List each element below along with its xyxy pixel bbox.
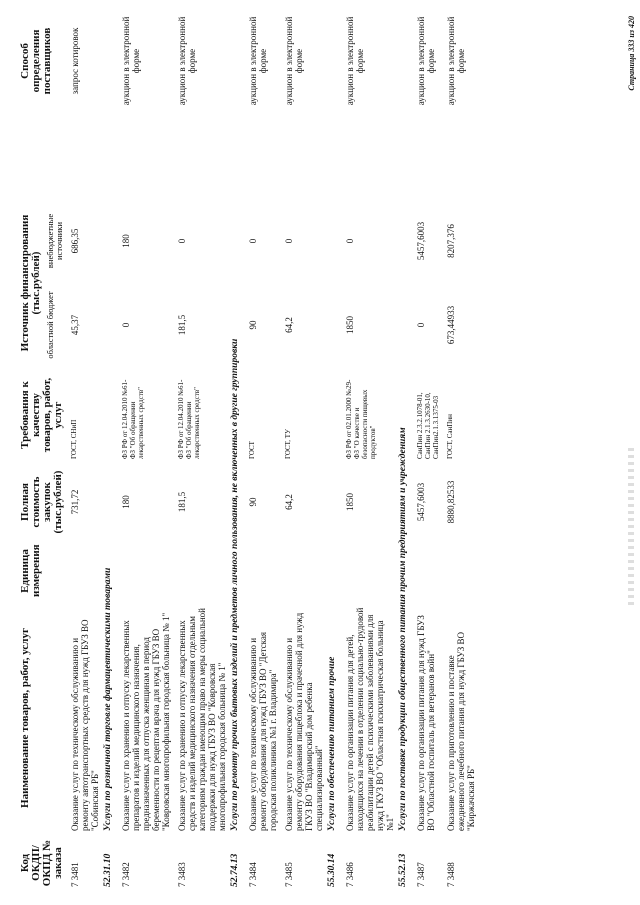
section-title: Услуги по поставке продукции общественного питания прочим предприятиям и учреждениям [398, 427, 408, 831]
row-code: 7 3483 [177, 862, 187, 887]
row-extrabudget: 5457,6003 [416, 221, 426, 261]
section-row [395, 11, 410, 891]
row-requirements: ГОСТ [248, 441, 256, 459]
col-method-header: Способ определения поставщиков [19, 27, 53, 95]
col-code-header: Код ОКДП/ ОКПД № заказа [19, 839, 64, 887]
row-requirements: ФЗ РФ от 12.04.2010 №61-ФЗ "Об обращении лекарственных средств" [121, 379, 145, 459]
row-unit [64, 541, 100, 601]
row-unit [115, 541, 171, 601]
row-requirements: СанПин 2.3.2.1078-01, СанПин 2.1.3.2630-10, СанПин2.1.3.1375-03 [416, 392, 440, 459]
row-spacer [278, 111, 324, 199]
row-regional-budget: 0 [121, 322, 131, 328]
section-row [324, 11, 339, 891]
row-cost: 90 [248, 497, 258, 507]
row-method: аукцион в электронной форме [416, 16, 436, 106]
row-code: 7 3482 [121, 862, 131, 887]
row-requirements: ГОСТ, ТУ [284, 429, 292, 459]
row-regional-budget: 181,5 [177, 314, 187, 336]
row-extrabudget: 8207,376 [446, 224, 456, 258]
col-name-header: Наименование товаров, работ, услуг [19, 628, 31, 808]
table-row [171, 11, 227, 891]
col-requirements-header: Требования к качеству товаров, работ, услуг [19, 377, 64, 453]
row-name: Оказание услуг по приготовлению и поставке ежедневного лечебного питания для нужд ГБУЗ ВО "Киржачская РБ" [446, 631, 476, 831]
row-unit [242, 541, 278, 601]
row-method: аукцион в электронной форме [248, 16, 268, 106]
row-method: запрос котировок [70, 27, 80, 95]
row-extrabudget: 180 [121, 234, 131, 248]
table-body [64, 11, 476, 891]
row-name: Оказание услуг по техническому обслуживанию и ремонту оборудования для нужд ГБУЗ ВО "Детская городская поликлиника №1 г. Владимира" [248, 631, 278, 831]
table-row [278, 11, 324, 891]
row-method: аукцион в электронной форме [177, 16, 197, 106]
row-code: 7 3486 [345, 862, 355, 887]
table-row [64, 11, 100, 891]
row-cost: 64,2 [284, 494, 294, 510]
section-code: 55.30.14 [327, 853, 337, 887]
table-row [115, 11, 171, 891]
section-title: Услуги по ремонту прочих бытовых изделий и предметов личного пользования, не включенных в другие группировки [230, 338, 240, 831]
page-footer: Страница 333 из 420 [627, 16, 636, 91]
row-extrabudget: 0 [177, 238, 187, 244]
col-funding-header: Источник финансирования (тыс.рублей) [19, 214, 42, 352]
row-code: 7 3481 [70, 862, 80, 887]
row-spacer [64, 111, 100, 199]
row-extrabudget: 686,35 [70, 228, 80, 254]
section-code: 52.31.10 [103, 853, 113, 887]
row-code: 7 3485 [284, 862, 294, 887]
table-row [339, 11, 395, 891]
section-title: Услуги по розничной торговле фармацевтическими товарами [103, 567, 113, 831]
procurement-plan-table-wrap [20, 11, 476, 891]
row-name: Оказание услуг по организации питания для нужд ГБУЗ ВО "Областной госпиталь для ветеранов войн" [416, 615, 436, 831]
row-requirements: ФЗ РФ от 02.01.2000 №29-ФЗ "О качестве и безопасности пищевых продуктов" [345, 379, 377, 459]
row-unit [171, 541, 227, 601]
row-spacer [440, 111, 476, 199]
table-row [410, 11, 440, 891]
row-cost: 5457,6003 [416, 482, 426, 522]
row-extrabudget: 0 [284, 238, 294, 244]
row-name: Оказание услуг по техническому обслуживанию и ремонту автотранспортных средств для нужд ГБУЗ ВО "Собинская РБ" [70, 619, 100, 831]
row-name: Оказание услуг по хранению и отпуску лекарственных средств и изделий медицинского назначения отдельным категориям граждан имеющим право на меры социальной поддержки для нужд ГБУЗ ВО "Ковровская многопрофильная городская больница № 1" [177, 608, 227, 831]
row-requirements: ФЗ РФ от 12.04.2010 №61-ФЗ "Об обращении лекарственных средств" [177, 379, 201, 459]
row-method: аукцион в электронной форме [284, 16, 304, 106]
row-regional-budget: 0 [416, 322, 426, 328]
row-unit [440, 541, 476, 601]
row-cost: 180 [121, 495, 131, 509]
row-method: аукцион в электронной форме [121, 16, 141, 106]
row-method: аукцион в электронной форме [345, 16, 365, 106]
procurement-plan-table [20, 11, 476, 891]
section-row [227, 11, 242, 891]
section-title: Услуги по обеспечению питанием прочие [327, 656, 337, 831]
section-code: 55.52.13 [398, 853, 408, 887]
row-cost: 731,72 [70, 489, 80, 515]
row-extrabudget: 0 [345, 238, 355, 244]
section-row [100, 11, 115, 891]
row-spacer [242, 111, 278, 199]
col-extra-header: внебюджетные источники [44, 213, 64, 269]
row-requirements: ГОСТ, СанПин [446, 414, 454, 459]
row-regional-budget: 45,37 [70, 314, 80, 336]
row-code: 7 3487 [416, 862, 426, 887]
table-row [440, 11, 476, 891]
row-regional-budget: 673,44933 [446, 305, 456, 345]
header-row [20, 11, 43, 891]
row-requirements: ГОСТ, СНиП [70, 419, 78, 459]
row-unit [410, 541, 440, 601]
row-cost: 8880,82533 [446, 480, 456, 524]
row-unit [278, 541, 324, 601]
col-regional-header: областной бюджет [44, 291, 55, 359]
row-name: Оказание услуг по техническому обслуживанию и ремонту оборудования пищеблока и прачечной для нужд ГКУЗ ВО "Владимирский дом ребенка специализированный" [284, 612, 324, 831]
row-unit [339, 541, 395, 601]
col-spacer-header [20, 111, 64, 199]
row-code: 7 3488 [446, 862, 456, 887]
row-spacer [171, 111, 227, 199]
row-cost: 1850 [345, 493, 355, 511]
col-cost-header: Полная стоимость закупок (тыс.рублей) [19, 470, 64, 534]
row-spacer [115, 111, 171, 199]
col-unit-header: Единица измерения [19, 544, 42, 597]
row-name: Оказание услуг по хранению и отпуску лекарственных препаратов и изделий медицинского назначения, предназначенных для отпуска женщинам в период беременности по рецептам врача для нужд ГБУЗ ВО "Ковровская многопрофильная городская больница № 1" [121, 612, 171, 831]
row-cost: 181,5 [177, 491, 187, 513]
row-regional-budget: 64,2 [284, 317, 294, 333]
table-row [242, 11, 278, 891]
row-extrabudget: 0 [248, 238, 258, 244]
row-code: 7 3484 [248, 862, 258, 887]
row-regional-budget: 1850 [345, 316, 355, 334]
row-name: Оказание услуг по организации питания для детей, находящихся на лечении в отделении социально-трудовой реабилитации детей с психическими заболеваниями для нужд ГКУЗ ВО "Областная психиатрическая больница №1" [345, 607, 395, 831]
row-method: аукцион в электронной форме [446, 16, 466, 106]
row-spacer [339, 111, 395, 199]
row-regional-budget: 90 [248, 320, 258, 330]
row-spacer [410, 111, 440, 199]
scan-noise [628, 445, 634, 605]
section-code: 52.74.13 [230, 853, 240, 887]
